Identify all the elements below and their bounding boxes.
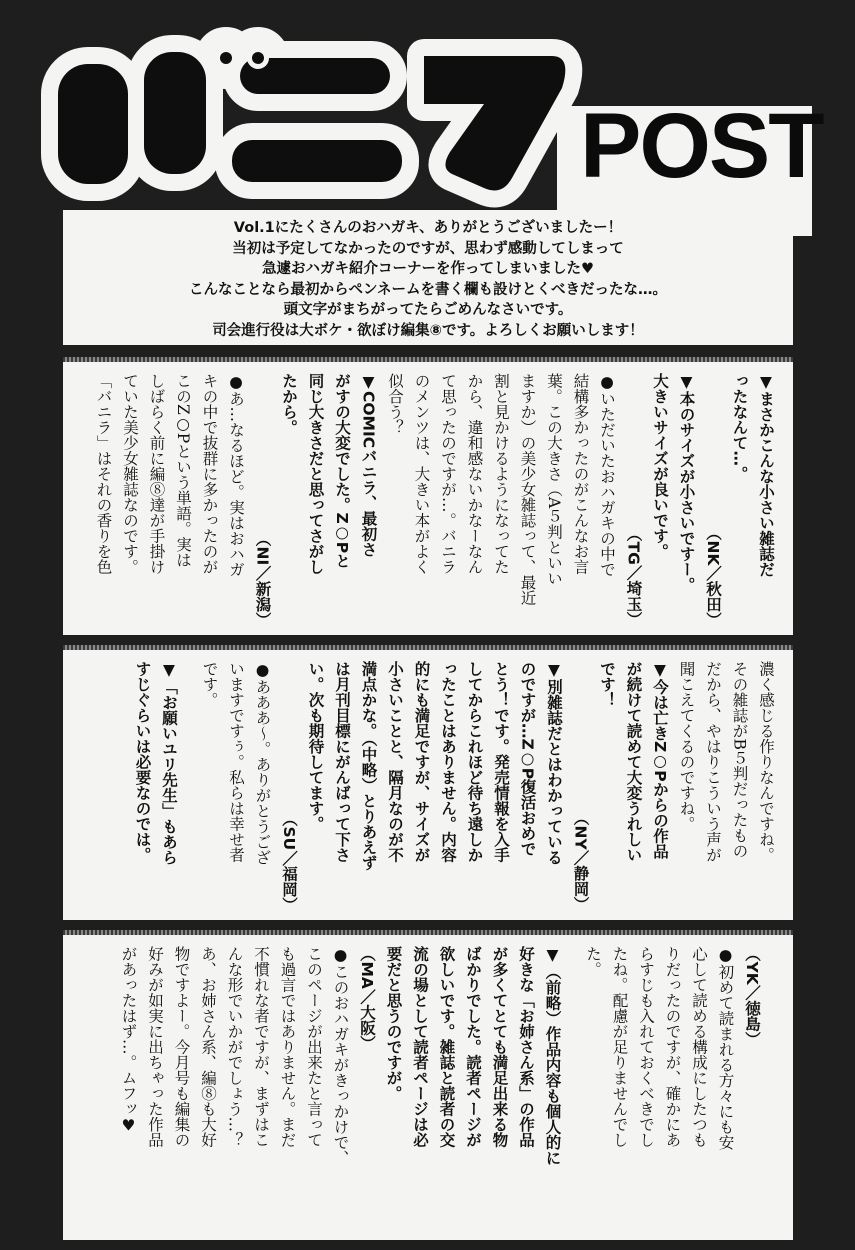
reply-line: 葉。この大きさ（A５判といい (545, 373, 563, 586)
reply-line: 濃く感じる作りなんですね。 (757, 661, 775, 863)
reader-tag: （NY／静岡） (571, 810, 590, 912)
letter-line: ▼まさかこんな小さい雑誌だ (757, 373, 775, 577)
letter-line: 要だと思うのですが。 (384, 946, 403, 1101)
letter-line: ったことはありません。内容 (439, 661, 457, 863)
vanilla-logo (32, 13, 592, 208)
letter-line: とう！です。発売情報を入手 (492, 661, 510, 863)
reply-line: 似合う？ (386, 373, 404, 435)
letters-panel-3 (63, 930, 793, 1240)
letter-line: です！ (598, 661, 616, 708)
reply-line: 物ですよー。今月号も編集の (172, 946, 191, 1148)
reader-tag: （NK／秋田） (704, 524, 722, 627)
letters-panel-1 (63, 357, 793, 635)
letter-line: がすの大変でした。Z○Pと (333, 373, 351, 569)
letter-line: すじぐらいは必要なのでは。 (133, 661, 152, 863)
letter-line: い。次も期待してます。 (306, 661, 325, 832)
letter-line: ▼（前略）作品内容も個人的に (543, 946, 562, 1166)
letters-column-text (115, 946, 779, 1232)
reply-line: 「バニラ」はそれの香りを色 (94, 373, 113, 575)
reply-line: らすじも入れておくべきでし (637, 946, 655, 1148)
reply-line: 好みが如実に出ちゃった作品 (146, 946, 164, 1148)
reader-tag: （TG／埼玉） (624, 526, 643, 627)
intro-box (63, 210, 793, 345)
reader-tag: （YK／徳島） (743, 946, 761, 1047)
intro-line: こんなことなら最初からペンネームを書く欄も設けとくべきだったな…。 (188, 281, 668, 298)
header (32, 13, 823, 208)
reply-line: ●あ…なるほど。実はおハガ (227, 373, 245, 577)
letter-line: のですが…Z○P復活おめで (518, 661, 537, 857)
reply-line: 結構多かったのがこんなお言 (571, 373, 590, 575)
letter-line: 大きいサイズが良いです。 (651, 373, 669, 559)
post-title: POST (580, 95, 823, 197)
letter-line: 小さいことと、隔月なのが不 (386, 661, 404, 863)
reply-line: このページが出来たと言って (305, 946, 323, 1148)
letter-line: 同じ大きさだと思ってさがし (306, 373, 325, 575)
reply-line: た。 (584, 946, 602, 977)
reply-line: だから、やはりこういう声が (704, 661, 722, 863)
intro-line: 頭文字がまちがってたらごめんなさいです。 (283, 302, 573, 319)
reader-tag: （MA／大阪） (358, 946, 376, 1051)
letter-line: は月刊目標にがんばって下さ (333, 661, 351, 863)
letter-line: が続けて読めて大変うれしい (624, 661, 643, 863)
reply-line: たね。配慮が足りませんでし (610, 946, 629, 1148)
letter-line: ばかりでした。読者ページが (464, 946, 482, 1148)
reply-line: ますか）の美少女雑誌って、最近 (518, 373, 537, 606)
intro-line: 当初は予定してなかったのですが、思わず感動してしまって (232, 240, 624, 257)
reader-tag: （SU／福岡） (280, 810, 298, 912)
letters-column-text (90, 373, 779, 627)
letter-line: が多くてとても満足出来る物 (490, 946, 509, 1148)
letter-line: ▼COMICバニラ、最初さ (359, 373, 378, 557)
reply-line: ●初めて読まれる方々にも安 (716, 946, 735, 1150)
reply-line: ●あああ〜。ありがとうござ (253, 661, 272, 865)
reply-line: 心して読める構成にしたつも (690, 946, 708, 1148)
letter-line: ったなんて…。 (730, 373, 749, 482)
reader-tag: （NI／新潟） (253, 530, 272, 627)
letter-line: 好きな「お姉さん系」の作品 (517, 946, 535, 1148)
logo-text: バニラ (32, 13, 81, 32)
reply-line: りだったのですが、確かにあ (663, 946, 682, 1148)
reply-line: て思ったのですが…。バニラ (439, 373, 457, 575)
reply-line: キの中で抜群に多かったのが (200, 373, 219, 575)
reply-line: も過言ではありません。まだ (278, 946, 297, 1148)
intro-line: Vol.1にたくさんのおハガキ、ありがとうございましたー！ (233, 220, 623, 236)
letter-line: 的にも満足ですが、サイズが (412, 661, 431, 863)
reply-line: いますですぅ。私らは幸せ者 (227, 661, 245, 863)
reply-line: んな形でいかがでしょう…？ (225, 946, 244, 1148)
intro-line: 急遽おハガキ紹介コーナーを作ってしまいました♥ (262, 261, 594, 278)
reply-line: があったはず…。ムフッ♥ (119, 946, 138, 1135)
reply-line: このZ○Pという単語。実は (174, 373, 192, 568)
reply-line: 聞こえてくるのですね。 (677, 661, 696, 832)
letter-line: たから。 (280, 373, 298, 435)
letter-line: してからこれほど待ち遠しか (465, 661, 484, 863)
reply-line: ●いただいたおハガキの中で (598, 373, 616, 577)
letters-panel-2 (63, 645, 793, 920)
reply-line: から、違和感ないかなーなん (465, 373, 484, 575)
letter-line: ▼本のサイズが小さいですー。 (677, 373, 696, 593)
reply-line: その雑誌がB５判だったもの (730, 661, 749, 859)
letter-line: ▼「お願いユリ先生」もあら (160, 661, 178, 865)
letter-line: 満点かな。（中略）とりあえず (359, 661, 378, 871)
letter-line: 流の場として読者ページは必 (411, 946, 429, 1148)
reply-line: です。 (200, 661, 219, 708)
letter-line: 欲しいです。雑誌と読者の交 (437, 946, 456, 1148)
reply-line: しばらく前に編⑧達が手掛け (147, 373, 166, 575)
letter-line: ▼別雑誌だとはわかっている (545, 661, 563, 865)
reply-line: 割と見かけるようになってた (492, 373, 510, 575)
reply-line: ●このおハガキがきっかけで、 (331, 946, 350, 1166)
reply-line: 不慣れな者ですが、まずはこ (252, 946, 270, 1148)
reply-line: あ、お姉さん系、編⑧も大好 (199, 946, 217, 1148)
letters-column-text (129, 661, 779, 912)
reply-line: ていた美少女雑誌なのです。 (121, 373, 139, 575)
intro-line: 司会進行役は大ボケ・欲ぼけ編集⑧です。よろしくお願いします！ (212, 322, 644, 339)
reply-line: のメンツは、大きい本がよく (412, 373, 431, 575)
letter-line: ▼今は亡きZ○Pからの作品 (651, 661, 669, 860)
